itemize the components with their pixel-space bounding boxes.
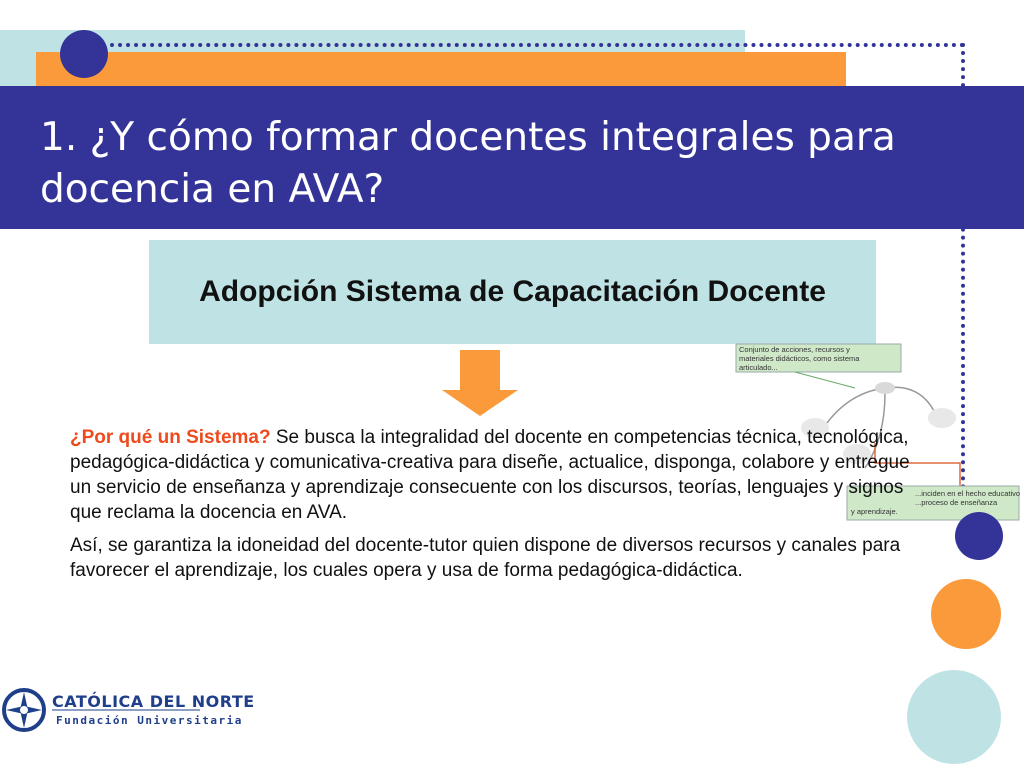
diagram-note-bottom: ...inciden en el hecho educativo ...proceso de enseñanza y aprendizaje. bbox=[851, 489, 1020, 516]
decorative-circle-navy-top bbox=[60, 30, 108, 78]
decorative-circle-light-blue bbox=[907, 670, 1001, 764]
logo-subname: Fundación Universitaria bbox=[56, 714, 243, 727]
paragraph-guarantee: Así, se garantiza la idoneidad del docente-tutor quien dispone de diversos recursos y canales para favorecer el aprendizaje, los cuales opera y usa de forma pedagógica-didáctica. bbox=[70, 535, 901, 581]
diagram-note-top: Conjunto de acciones, recursos y materiales didácticos, como sistema articulado... bbox=[739, 345, 860, 372]
decorative-circle-navy bbox=[955, 512, 1003, 560]
decorative-circle-orange bbox=[931, 579, 1001, 649]
logo-name: CATÓLICA DEL NORTE bbox=[52, 692, 255, 711]
body-text bbox=[70, 425, 910, 591]
subtitle-box bbox=[149, 240, 876, 344]
highlight-question: ¿Por qué un Sistema? bbox=[70, 427, 271, 448]
header-band-orange bbox=[36, 52, 846, 88]
diagram-node-right bbox=[928, 408, 956, 428]
paragraph-1-text: Se busca la integralidad del docente en competencias técnica, tecnológica, pedagógica-didáctica y comunicativa-creativa para diseñe, actualice, disponga, colabore y entregue un servicio de enseñanza y aprendizaje consecuente con los discursos, teorías, lenguajes y signos que reclama la docencia en AVA. bbox=[70, 427, 910, 523]
dotted-line-top bbox=[110, 43, 965, 47]
slide-title: 1. ¿Y cómo formar docentes integrales para docencia en AVA? bbox=[40, 115, 896, 212]
slide-subtitle: Adopción Sistema de Capacitación Docente bbox=[199, 275, 826, 308]
diagram-node-center bbox=[875, 382, 895, 394]
paragraph-why-system bbox=[70, 425, 910, 525]
down-arrow-icon bbox=[440, 350, 520, 418]
